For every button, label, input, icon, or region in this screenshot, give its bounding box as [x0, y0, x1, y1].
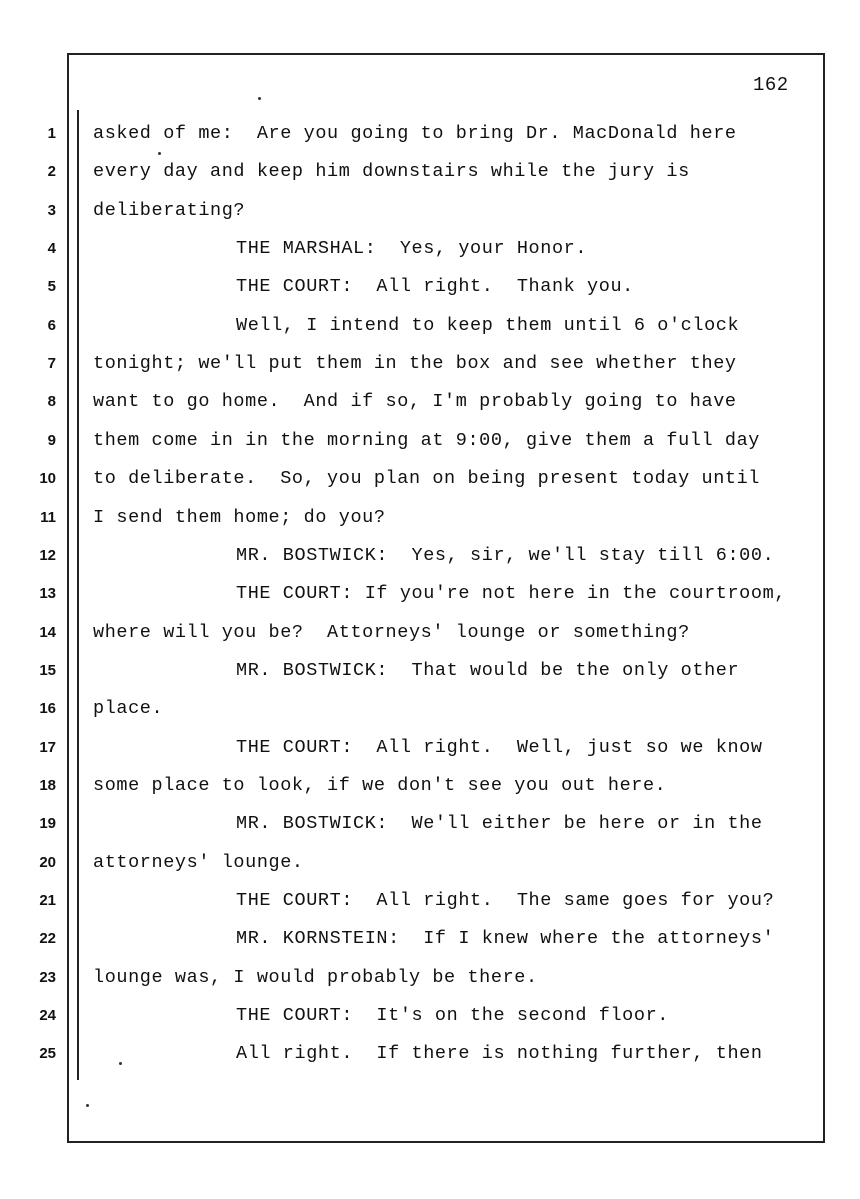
- line-number: 13: [39, 585, 56, 603]
- transcript-line: MR. BOSTWICK: We'll either be here or in the: [236, 813, 763, 835]
- transcript-line: MR. BOSTWICK: Yes, sir, we'll stay till 6:00.: [236, 544, 775, 566]
- transcript-line: them come in in the morning at 9:00, give them a full day: [93, 429, 761, 451]
- transcript-line: I send them home; do you?: [93, 506, 386, 528]
- line-number: 14: [39, 623, 56, 641]
- line-number: 7: [47, 355, 56, 373]
- line-number: 21: [39, 892, 56, 909]
- page-number: 162: [753, 74, 789, 96]
- line-number: 18: [39, 776, 56, 794]
- line-number: 12: [39, 546, 56, 564]
- transcript-line: THE COURT: All right. The same goes for you?: [236, 890, 775, 911]
- line-number: 20: [39, 853, 56, 871]
- transcript-line: MR. BOSTWICK: That would be the only other: [236, 659, 740, 681]
- line-number: 23: [39, 968, 56, 986]
- line-number: 24: [39, 1007, 56, 1025]
- transcript-line: asked of me: Are you going to bring Dr. MacDonald here: [93, 123, 737, 144]
- transcript-line: some place to look, if we don't see you out here.: [93, 774, 667, 796]
- scan-speck: [258, 97, 261, 100]
- transcript-line: where will you be? Attorneys' lounge or something?: [93, 621, 690, 643]
- line-number: 9: [47, 431, 56, 449]
- transcript-line: every day and keep him downstairs while the jury is: [93, 161, 690, 183]
- transcript-line: THE COURT: All right. Thank you.: [236, 276, 634, 298]
- transcript-line: THE COURT: It's on the second floor.: [236, 1005, 669, 1027]
- line-number: 1: [47, 125, 56, 142]
- line-number: 19: [39, 815, 56, 833]
- transcript-line: THE COURT: If you're not here in the courtroom,: [236, 583, 786, 605]
- transcript-line: All right. If there is nothing further, then: [236, 1043, 763, 1065]
- transcript-line: want to go home. And if so, I'm probably going to have: [93, 391, 737, 413]
- transcript-line: THE COURT: All right. Well, just so we know: [236, 736, 763, 758]
- transcript-line: place.: [93, 698, 164, 720]
- transcript-line: deliberating?: [93, 199, 246, 221]
- line-number: 22: [39, 930, 56, 948]
- line-number: 25: [39, 1045, 56, 1063]
- line-number: 15: [39, 661, 56, 679]
- transcript-line: tonight; we'll put them in the box and see whether they: [93, 353, 737, 375]
- line-number: 11: [40, 508, 56, 526]
- transcript-line: lounge was, I would probably be there.: [93, 966, 538, 988]
- scan-speck: [119, 1062, 122, 1065]
- transcript-line: MR. KORNSTEIN: If I knew where the attorneys': [236, 928, 775, 950]
- line-number: 2: [47, 163, 56, 181]
- transcript-line: THE MARSHAL: Yes, your Honor.: [236, 238, 588, 260]
- line-number: 8: [47, 393, 56, 411]
- line-number: 10: [39, 470, 56, 488]
- transcript-line: attorneys' lounge.: [93, 851, 304, 873]
- line-number: 17: [39, 738, 56, 756]
- transcript-line: Well, I intend to keep them until 6 o'clock: [236, 314, 740, 336]
- line-number: 3: [47, 201, 56, 219]
- line-number: 6: [47, 316, 56, 334]
- scan-speck: [86, 1104, 89, 1107]
- line-number: 5: [47, 278, 56, 296]
- line-number: 4: [47, 240, 56, 258]
- scan-speck: [158, 152, 161, 155]
- line-number: 16: [39, 700, 56, 718]
- margin-rule: [77, 110, 79, 1080]
- transcript-line: to deliberate. So, you plan on being present today until: [93, 468, 761, 490]
